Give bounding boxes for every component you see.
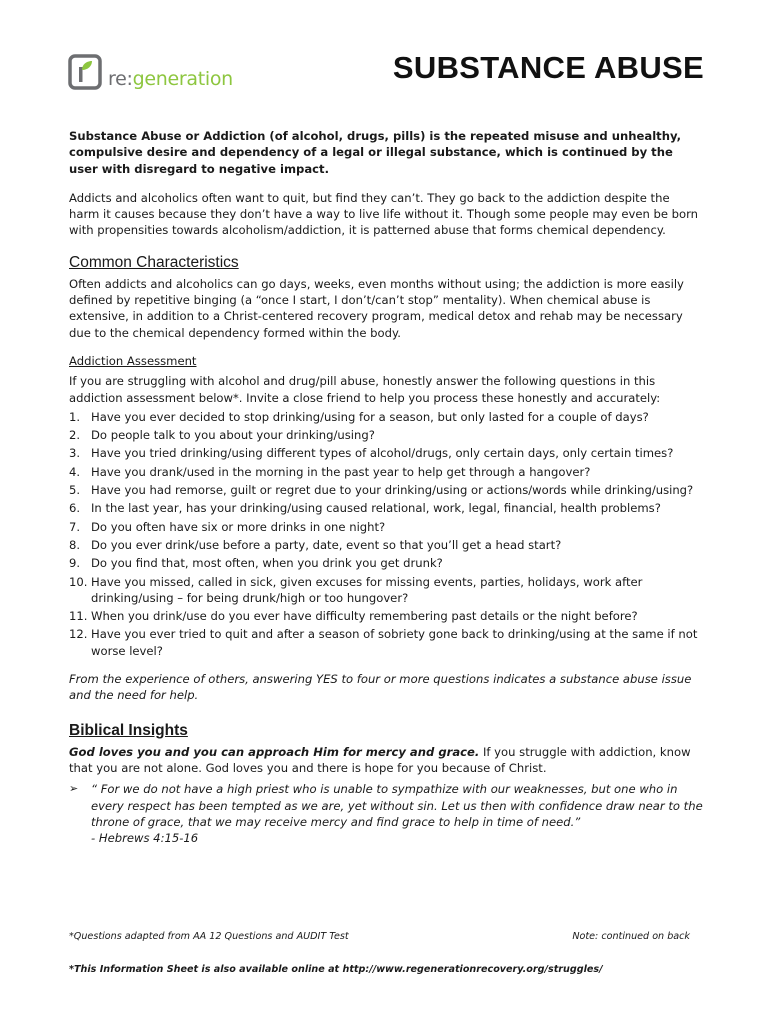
list-item — [69, 519, 703, 535]
question-number: 5. — [69, 483, 81, 498]
list-item — [69, 482, 703, 498]
list-item — [69, 409, 703, 425]
question-number: 7. — [69, 519, 81, 534]
list-item — [69, 445, 703, 461]
biblical-lead — [69, 744, 703, 777]
question-number: 9. — [69, 556, 81, 571]
list-item — [69, 574, 703, 607]
assessment-question-list — [69, 409, 703, 659]
arrow-bullet-icon: ➢ — [69, 782, 79, 796]
scripture-bullet — [69, 781, 703, 846]
question-text: Have you ever tried to quit and after a season of sobriety gone back to drinking/using at the same if not worse level? — [91, 627, 698, 658]
list-item — [69, 427, 703, 443]
online-availability-note: *This Information Sheet is also available online at http://www.regenerationrecovery.org/struggles/ — [69, 964, 603, 975]
regeneration-logo — [68, 46, 233, 90]
question-text: Do you find that, most often, when you drink you get drunk? — [91, 556, 443, 571]
question-number: 10. — [69, 574, 88, 589]
list-item — [69, 608, 703, 624]
assessment-heading: Addiction Assessment — [69, 353, 197, 368]
question-text: Do you often have six or more drinks in one night? — [91, 519, 386, 534]
page-title: SUBSTANCE ABUSE — [392, 50, 704, 85]
list-item — [69, 555, 703, 571]
assessment-conclusion: From the experience of others, answering YES to four or more questions indicates a substance abuse issue and the need for help. — [69, 672, 692, 703]
question-number: 8. — [69, 537, 81, 552]
question-text: Have you missed, called in sick, given excuses for missing events, parties, holidays, work after drinking/using – for being drunk/high or too hungover? — [91, 574, 643, 605]
question-text: Have you drank/used in the morning in the past year to help get through a hangover? — [91, 464, 591, 479]
question-text: Have you had remorse, guilt or regret due to your drinking/using or actions/words while drinking/using? — [91, 483, 694, 498]
scripture-quote-block — [91, 781, 703, 846]
list-item — [69, 500, 703, 516]
question-number: 3. — [69, 446, 81, 461]
document-body — [69, 128, 703, 846]
question-number: 11. — [69, 609, 88, 624]
scripture-quote: “ For we do not have a high priest who is unable to sympathize with our weaknesses, but one who in every respect has been tempted as we are, yet without sin. Let us then with confidence draw near to the throne of grace, that we may receive mercy and find grace to help in time of need.” — [91, 782, 703, 829]
question-number: 2. — [69, 428, 81, 443]
assessment-intro: If you are struggling with alcohol and drug/pill abuse, honestly answer the following questions in this addiction assessment below*. Invite a close friend to help you process these honestly and accurately: — [69, 374, 661, 405]
question-number: 1. — [69, 409, 81, 424]
question-text: Have you tried drinking/using different types of alcohol/drugs, only certain days, only certain times? — [91, 446, 674, 461]
continued-note: Note: continued on back — [572, 931, 690, 942]
question-number: 6. — [69, 501, 81, 516]
list-item — [69, 626, 703, 659]
leaf-logo-icon — [68, 54, 102, 90]
list-item — [69, 464, 703, 480]
characteristics-paragraph: Often addicts and alcoholics can go days, weeks, even months without using; the addiction is more easily defined by repetitive binging (a “once I start, I don’t/can’t stop” mentality). When chemical abuse is extensive, in addition to a Christ-centered recovery program, medical detox and rehab may be necessary due to the chemical dependency formed within the body. — [69, 276, 684, 340]
biblical-heading: Biblical Insights — [69, 721, 188, 739]
logo-text-re: re: — [108, 68, 133, 90]
question-text: In the last year, has your drinking/using caused relational, work, legal, financial, health problems? — [91, 501, 661, 516]
question-number: 4. — [69, 464, 81, 479]
question-number: 12. — [69, 627, 88, 642]
logo-wordmark — [108, 70, 233, 89]
source-footnote: *Questions adapted from AA 12 Questions and AUDIT Test — [69, 931, 349, 942]
question-text: Do you ever drink/use before a party, date, event so that you’ll get a head start? — [91, 537, 562, 552]
biblical-lead-emphasis: God loves you and you can approach Him for mercy and grace. — [69, 744, 480, 759]
biblical-lead-rest: If you struggle with addiction, know that you are not alone. God loves you and there is hope for you because of Christ. — [69, 744, 691, 775]
question-text: Do people talk to you about your drinking/using? — [91, 428, 375, 443]
question-text: Have you ever decided to stop drinking/using for a season, but only lasted for a couple of days? — [91, 409, 649, 424]
list-item — [69, 537, 703, 553]
question-text: When you drink/use do you ever have difficulty remembering past details or the night before? — [91, 609, 638, 624]
intro-paragraph: Addicts and alcoholics often want to quit, but find they can’t. They go back to the addiction despite the harm it causes because they don’t have a way to live life without it. Though some people may even be born with propensities towards alcoholism/addiction, it is patterned abuse that forms chemical dependency. — [69, 190, 699, 238]
characteristics-heading: Common Characteristics — [69, 253, 239, 271]
intro-definition: Substance Abuse or Addiction (of alcohol, drugs, pills) is the repeated misuse and unhealthy, compulsive desire and dependency of a legal or illegal substance, which is continued by the user with disregard to negative impact. — [69, 129, 682, 176]
scripture-reference: - Hebrews 4:15-16 — [91, 831, 199, 846]
logo-text-generation: generation — [132, 68, 233, 90]
